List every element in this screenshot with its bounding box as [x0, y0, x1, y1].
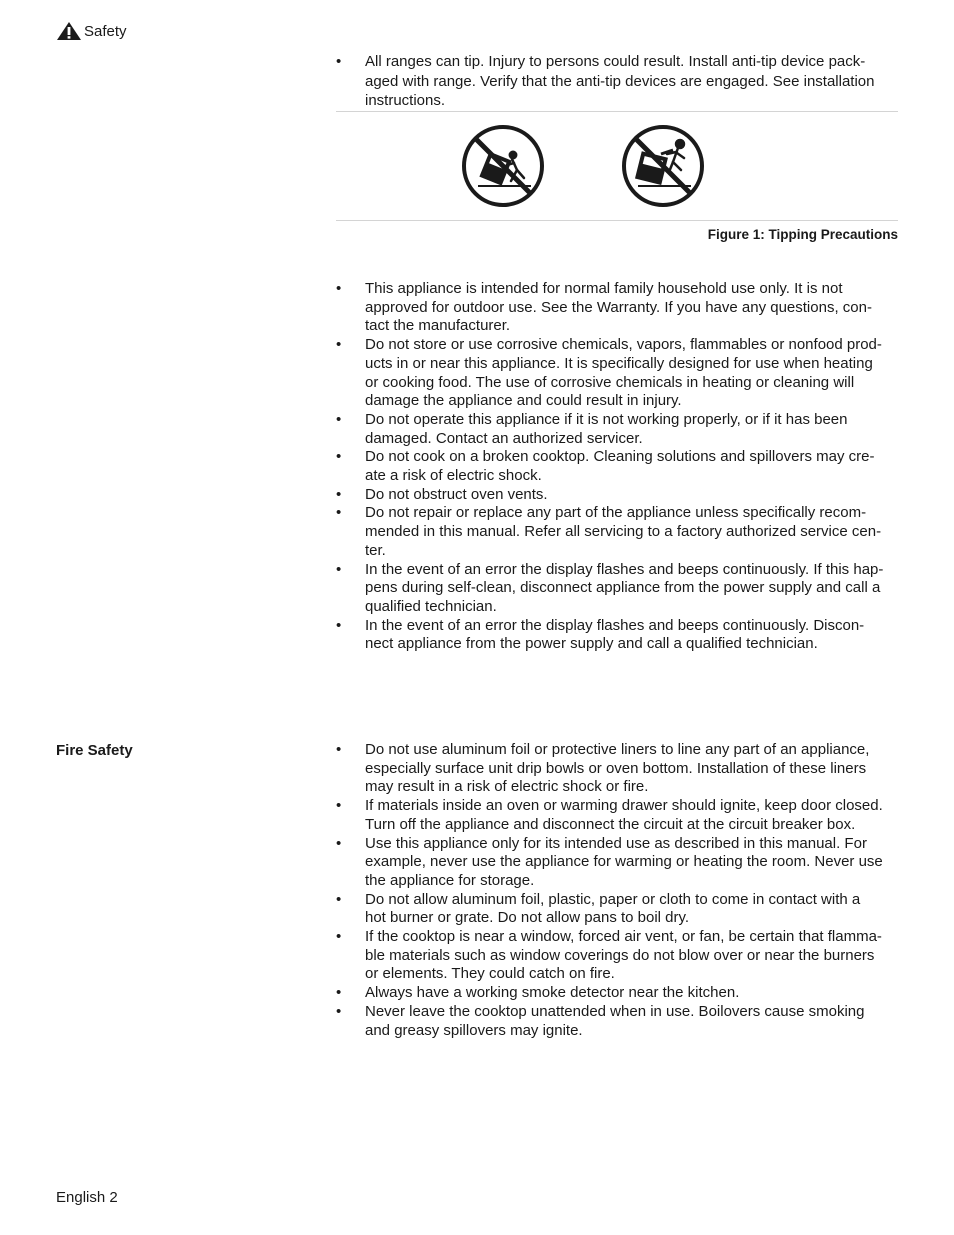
list-item: • If materials inside an oven or warming drawer should ignite, keep door closed. Turn off the appliance and disconnect the circuit at the circuit breaker box.: [336, 797, 899, 834]
list-item: • In the event of an error the display flashes and beeps continuously. If this hap- pens during self-clean, disconnect appliance from the power supply and call a qualified technician.: [336, 561, 899, 617]
no-standing-on-door-icon: [621, 124, 705, 208]
figure-caption: Figure 1: Tipping Precautions: [707, 227, 898, 242]
fire-safety-heading: Fire Safety: [56, 742, 133, 759]
list-item: • In the event of an error the display flashes and beeps continuously. Discon- nect appliance from the power supply and call a qualified technician.: [336, 617, 899, 654]
list-item: • Do not operate this appliance if it is not working properly, or if it has been damaged. Contact an authorized servicer.: [336, 411, 899, 448]
list-item: • This appliance is intended for normal family household use only. It is not approved for outdoor use. See the Warranty. If you have any questions, con- tact the manufacturer.: [336, 280, 899, 336]
intro-bullet-list: [336, 52, 899, 111]
no-tipping-icon: [461, 124, 545, 208]
list-item: • Do not obstruct oven vents.: [336, 486, 899, 505]
list-item: • Do not cook on a broken cooktop. Cleaning solutions and spillovers may cre- ate a risk of electric shock.: [336, 448, 899, 485]
page-header: [56, 20, 127, 42]
list-item: • If the cooktop is near a window, forced air vent, or fan, be certain that flamma- ble materials such as window coverings do not blow over or near the burners or elements. They could catch on fire.: [336, 928, 899, 984]
list-item: • Do not use aluminum foil or protective liners to line any part of an appliance, especially surface unit drip bowls or oven bottom. Installation of these liners may result in a risk of electric shock or fire.: [336, 741, 899, 797]
figure-top-divider: [336, 111, 898, 112]
list-item: • Use this appliance only for its intended use as described in this manual. For example, never use the appliance for warming or heating the room. Never use the appliance for storage.: [336, 835, 899, 891]
list-item: • Do not store or use corrosive chemicals, vapors, flammables or nonfood prod- ucts in or near this appliance. It is specifically designed for use when heating or cooking food. The use of corrosive chemicals in heating or cleaning will damage the appliance and could result in injury.: [336, 336, 899, 411]
list-item: • Do not repair or replace any part of the appliance unless specifically recom- mended in this manual. Refer all servicing to a factory authorized service cen- ter.: [336, 504, 899, 560]
list-item: • Always have a working smoke detector near the kitchen.: [336, 984, 899, 1003]
list-item: • Never leave the cooktop unattended when in use. Boilovers cause smoking and greasy spillovers may ignite.: [336, 1003, 899, 1040]
list-item: • Do not allow aluminum foil, plastic, paper or cloth to come in contact with a hot burner or grate. Do not allow pans to boil dry.: [336, 891, 899, 928]
page-footer: English 2: [56, 1189, 118, 1206]
warning-triangle-icon: [56, 21, 82, 41]
list-item: • All ranges can tip. Injury to persons could result. Install anti-tip device pack- aged with range. Verify that the anti-tip devices are engaged. See installation instructions.: [336, 52, 899, 111]
general-safety-list: [336, 280, 899, 654]
section-title: Safety: [84, 23, 127, 41]
fire-safety-list: [336, 741, 899, 1040]
figure-bottom-divider: [336, 220, 898, 221]
